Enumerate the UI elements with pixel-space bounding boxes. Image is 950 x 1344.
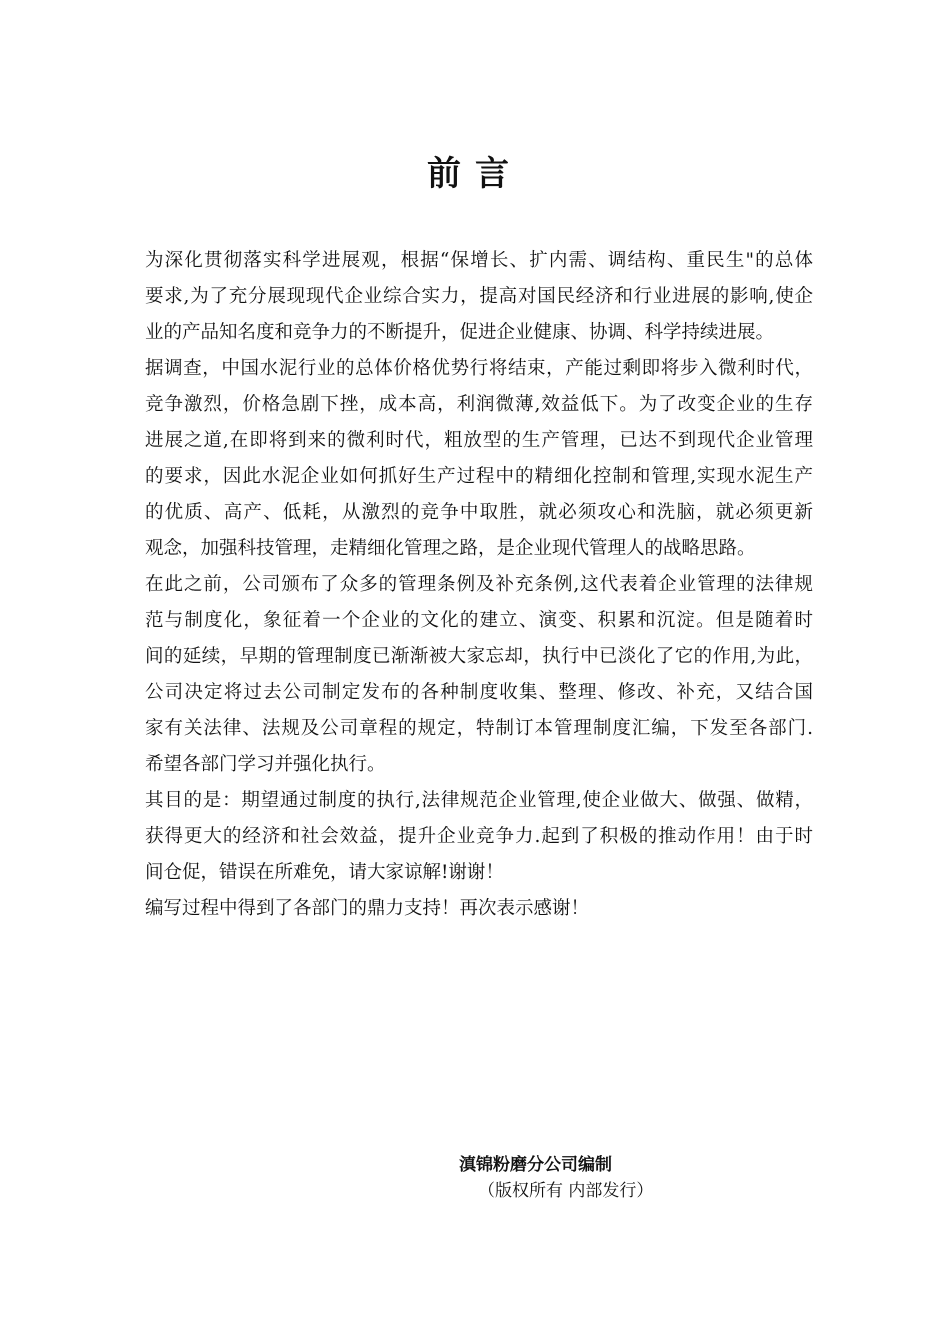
- paragraph: [145, 567, 813, 783]
- text-line: 间仓促，错误在所难免，请大家谅解!谢谢！: [145, 862, 504, 883]
- organization-name: 滇锦粉磨分公司编制: [459, 1155, 612, 1175]
- text-line: 编写过程中得到了各部门的鼎力支持！再次表示感谢！: [145, 898, 590, 919]
- preface-body: [145, 243, 813, 927]
- signature-block: [459, 1152, 653, 1204]
- text-line: 在此之前，公司颁布了众多的管理条例及补充条例,这代表着企业管理的法律规: [145, 574, 813, 595]
- copyright-notice: （版权所有 内部发行）: [478, 1181, 654, 1201]
- text-line: 希望各部门学习并强化执行。: [145, 754, 386, 775]
- paragraph: [145, 783, 813, 891]
- text-line: 其目的是：期望通过制度的执行,法律规范企业管理,使企业做大、做强、做精，: [145, 790, 813, 811]
- text-line: 范与制度化，象征着一个企业的文化的建立、演变、积累和沉淀。但是随着时: [145, 610, 813, 631]
- text-line: 要求,为了充分展现现代企业综合实力，提高对国民经济和行业进展的影响,使企: [145, 286, 813, 307]
- text-line: 间的延续，早期的管理制度已渐渐被大家忘却，执行中已淡化了它的作用,为此，: [145, 646, 813, 667]
- page-title: 前言: [427, 154, 523, 194]
- text-line: 竞争激烈，价格急剧下挫，成本高，利润微薄,效益低下。为了改变企业的生存: [145, 394, 813, 415]
- text-line: 业的产品知名度和竞争力的不断提升，促进企业健康、协调、科学持续进展。: [145, 322, 775, 343]
- text-line: 的要求，因此水泥企业如何抓好生产过程中的精细化控制和管理,实现水泥生产: [145, 466, 813, 487]
- text-line: 为深化贯彻落实科学进展观，根据“保增长、扩内需、调结构、重民生"的总体: [145, 250, 813, 271]
- text-line: 观念，加强科技管理，走精细化管理之路，是企业现代管理人的战略思路。: [145, 538, 756, 559]
- text-line: 获得更大的经济和社会效益，提升企业竞争力.起到了积极的推动作用！由于时: [145, 826, 813, 847]
- paragraph: [145, 351, 813, 567]
- paragraph: [145, 891, 813, 927]
- text-line: 的优质、高产、低耗，从激烈的竞争中取胜，就必须攻心和洗脑，就必须更新: [145, 502, 813, 523]
- text-line: 公司决定将过去公司制定发布的各种制度收集、整理、修改、补充，又结合国: [145, 682, 813, 703]
- text-line: 家有关法律、法规及公司章程的规定，特制订本管理制度汇编，下发至各部门.: [145, 718, 813, 739]
- text-line: 据调查，中国水泥行业的总体价格优势行将结束，产能过剩即将步入微利时代，: [145, 358, 813, 379]
- paragraph: [145, 243, 813, 351]
- text-line: 进展之道,在即将到来的微利时代，粗放型的生产管理，已达不到现代企业管理: [145, 430, 813, 451]
